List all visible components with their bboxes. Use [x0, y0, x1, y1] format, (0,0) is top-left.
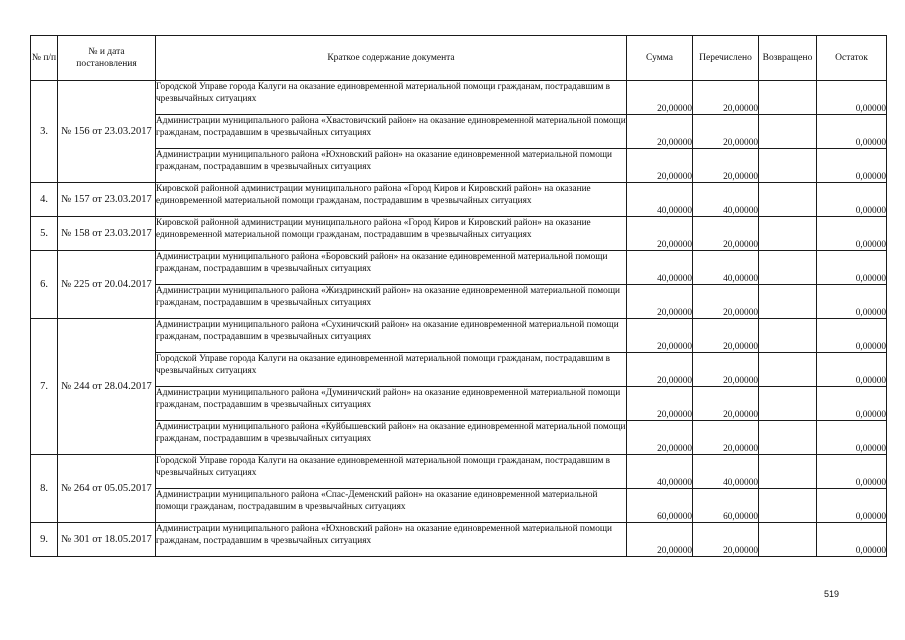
transferred-value: 20,00000 [693, 523, 759, 557]
document-summary: Администрации муниципального района «Думиничский район» на оказание единовременной материальной помощи гражданам, пострадавшим в чрезвычайных ситуациях [156, 387, 627, 421]
register-table [30, 35, 887, 557]
transferred-value: 20,00000 [693, 353, 759, 387]
sum-value: 20,00000 [627, 285, 693, 319]
sum-value: 60,00000 [627, 489, 693, 523]
balance-value: 0,00000 [817, 81, 887, 115]
decree-number-date: № 158 от 23.03.2017 [58, 217, 156, 251]
header-sum: Сумма [627, 36, 693, 81]
row-number: 9. [31, 523, 58, 557]
row-number: 3. [31, 81, 58, 183]
sum-value: 20,00000 [627, 421, 693, 455]
table-row [31, 353, 887, 387]
header-balance: Остаток [817, 36, 887, 81]
returned-value [759, 387, 817, 421]
transferred-value: 40,00000 [693, 251, 759, 285]
transferred-value: 20,00000 [693, 217, 759, 251]
transferred-value: 60,00000 [693, 489, 759, 523]
balance-value: 0,00000 [817, 455, 887, 489]
sum-value: 20,00000 [627, 115, 693, 149]
decree-number-date: № 225 от 20.04.2017 [58, 251, 156, 319]
header-num: № п/п [31, 36, 58, 81]
balance-value: 0,00000 [817, 217, 887, 251]
balance-value: 0,00000 [817, 149, 887, 183]
transferred-value: 40,00000 [693, 183, 759, 217]
table-row [31, 251, 887, 285]
returned-value [759, 319, 817, 353]
returned-value [759, 115, 817, 149]
balance-value: 0,00000 [817, 183, 887, 217]
header-returned: Возвращено [759, 36, 817, 81]
table-row [31, 149, 887, 183]
decree-number-date: № 301 от 18.05.2017 [58, 523, 156, 557]
page-number: 519 [824, 589, 840, 599]
sum-value: 20,00000 [627, 319, 693, 353]
balance-value: 0,00000 [817, 387, 887, 421]
transferred-value: 20,00000 [693, 149, 759, 183]
table-row [31, 523, 887, 557]
row-number: 7. [31, 319, 58, 455]
table-row [31, 115, 887, 149]
sum-value: 40,00000 [627, 455, 693, 489]
sum-value: 20,00000 [627, 81, 693, 115]
balance-value: 0,00000 [817, 285, 887, 319]
balance-value: 0,00000 [817, 489, 887, 523]
document-summary: Администрации муниципального района «Юхновский район» на оказание единовременной материальной помощи гражданам, пострадавшим в чрезвычайных ситуациях [156, 523, 627, 557]
sum-value: 20,00000 [627, 387, 693, 421]
decree-number-date: № 264 от 05.05.2017 [58, 455, 156, 523]
balance-value: 0,00000 [817, 251, 887, 285]
table-row [31, 217, 887, 251]
row-number: 8. [31, 455, 58, 523]
returned-value [759, 455, 817, 489]
returned-value [759, 353, 817, 387]
transferred-value: 20,00000 [693, 115, 759, 149]
transferred-value: 20,00000 [693, 81, 759, 115]
document-summary: Городской Управе города Калуги на оказание единовременной материальной помощи гражданам, пострадавшим в чрезвычайных ситуациях [156, 455, 627, 489]
document-summary: Городской Управе города Калуги на оказание единовременной материальной помощи гражданам, пострадавшим в чрезвычайных ситуациях [156, 353, 627, 387]
decree-number-date: № 244 от 28.04.2017 [58, 319, 156, 455]
balance-value: 0,00000 [817, 523, 887, 557]
sum-value: 20,00000 [627, 217, 693, 251]
row-number: 5. [31, 217, 58, 251]
returned-value [759, 489, 817, 523]
sum-value: 40,00000 [627, 183, 693, 217]
table-row [31, 387, 887, 421]
returned-value [759, 523, 817, 557]
table-body [31, 81, 887, 557]
decree-number-date: № 157 от 23.03.2017 [58, 183, 156, 217]
transferred-value: 20,00000 [693, 319, 759, 353]
table-row [31, 285, 887, 319]
returned-value [759, 421, 817, 455]
document-summary: Администрации муниципального района «Спас-Деменский район» на оказание единовременной материальной помощи гражданам, пострадавшим в чрезвычайных ситуациях [156, 489, 627, 523]
header-decree: № и дата постановления [58, 36, 156, 81]
balance-value: 0,00000 [817, 319, 887, 353]
document-summary: Кировской районной администрации муниципального района «Город Киров и Кировский район» на оказание единовременной материальной помощи гражданам, пострадавшим в чрезвычайных ситуациях [156, 183, 627, 217]
returned-value [759, 251, 817, 285]
table-row [31, 81, 887, 115]
table-row [31, 421, 887, 455]
sum-value: 40,00000 [627, 251, 693, 285]
header-content: Краткое содержание документа [156, 36, 627, 81]
sum-value: 20,00000 [627, 149, 693, 183]
document-summary: Администрации муниципального района «Куйбышевский район» на оказание единовременной материальной помощи гражданам, пострадавшим в чрезвычайных ситуациях [156, 421, 627, 455]
document-summary: Городской Управе города Калуги на оказание единовременной материальной помощи гражданам, пострадавшим в чрезвычайных ситуациях [156, 81, 627, 115]
document-summary: Кировской районной администрации муниципального района «Город Киров и Кировский район» на оказание единовременной материальной помощи гражданам, пострадавшим в чрезвычайных ситуациях [156, 217, 627, 251]
sum-value: 20,00000 [627, 353, 693, 387]
document-summary: Администрации муниципального района «Боровский район» на оказание единовременной материальной помощи гражданам, пострадавшим в чрезвычайных ситуациях [156, 251, 627, 285]
returned-value [759, 183, 817, 217]
transferred-value: 40,00000 [693, 455, 759, 489]
table-row [31, 489, 887, 523]
transferred-value: 20,00000 [693, 387, 759, 421]
row-number: 6. [31, 251, 58, 319]
header-row [31, 36, 887, 81]
document-summary: Администрации муниципального района «Хвастовичский район» на оказание единовременной материальной помощи гражданам, пострадавшим в чрезвычайных ситуациях [156, 115, 627, 149]
transferred-value: 20,00000 [693, 285, 759, 319]
header-transferred: Перечислено [693, 36, 759, 81]
returned-value [759, 217, 817, 251]
row-number: 4. [31, 183, 58, 217]
balance-value: 0,00000 [817, 421, 887, 455]
sum-value: 20,00000 [627, 523, 693, 557]
balance-value: 0,00000 [817, 353, 887, 387]
table-row [31, 455, 887, 489]
returned-value [759, 285, 817, 319]
returned-value [759, 149, 817, 183]
table-row [31, 183, 887, 217]
transferred-value: 20,00000 [693, 421, 759, 455]
document-summary: Администрации муниципального района «Юхновский район» на оказание единовременной материальной помощи гражданам, пострадавшим в чрезвычайных ситуациях [156, 149, 627, 183]
decree-number-date: № 156 от 23.03.2017 [58, 81, 156, 183]
balance-value: 0,00000 [817, 115, 887, 149]
document-summary: Администрации муниципального района «Жиздринский район» на оказание единовременной материальной помощи гражданам, пострадавшим в чрезвычайных ситуациях [156, 285, 627, 319]
returned-value [759, 81, 817, 115]
document-summary: Администрации муниципального района «Сухиничский район» на оказание единовременной материальной помощи гражданам, пострадавшим в чрезвычайных ситуациях [156, 319, 627, 353]
table-row [31, 319, 887, 353]
